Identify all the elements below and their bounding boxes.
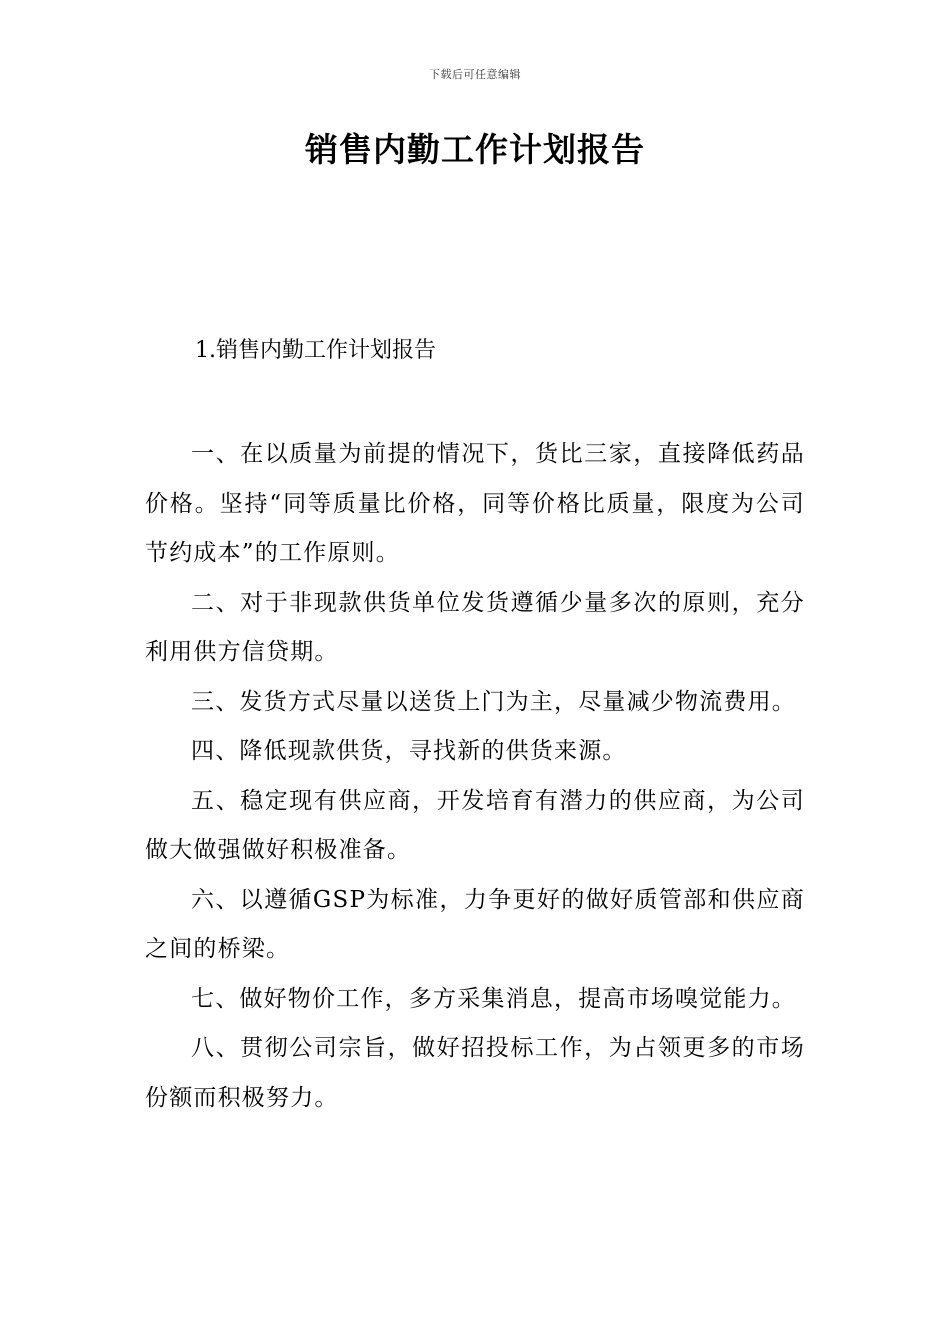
document-title: 销售内勤工作计划报告: [305, 130, 645, 169]
paragraph-1: 一、在以质量为前提的情况下，货比三家，直接降低药品价格。坚持“同等质量比价格，同等价格比质量，限度为公司节约成本”的工作原则。: [145, 441, 805, 566]
document-body: [145, 430, 805, 1123]
header-note: 下载后可任意编辑: [429, 68, 521, 81]
paragraph-3: 三、发货方式尽量以送货上门为主，尽量减少物流费用。: [191, 688, 796, 715]
paragraph-6: 六、以遵循GSP为标准，力争更好的做好质管部和供应商之间的桥梁。: [145, 886, 805, 962]
paragraph-2: 二、对于非现款供货单位发货遵循少量多次的原则，充分利用供方信贷期。: [145, 589, 805, 665]
paragraph-7: 七、做好物价工作，多方采集消息，提高市场嗅觉能力。: [191, 985, 796, 1012]
paragraph-4: 四、降低现款供货，寻找新的供货来源。: [191, 738, 627, 764]
section-heading: 1.销售内勤工作计划报告: [195, 338, 436, 363]
paragraph-8: 八、贯彻公司宗旨，做好招投标工作，为占领更多的市场份额而积极努力。: [145, 1035, 805, 1111]
paragraph-5: 五、稳定现有供应商，开发培育有潜力的供应商，为公司做大做强做好积极准备。: [145, 787, 805, 863]
